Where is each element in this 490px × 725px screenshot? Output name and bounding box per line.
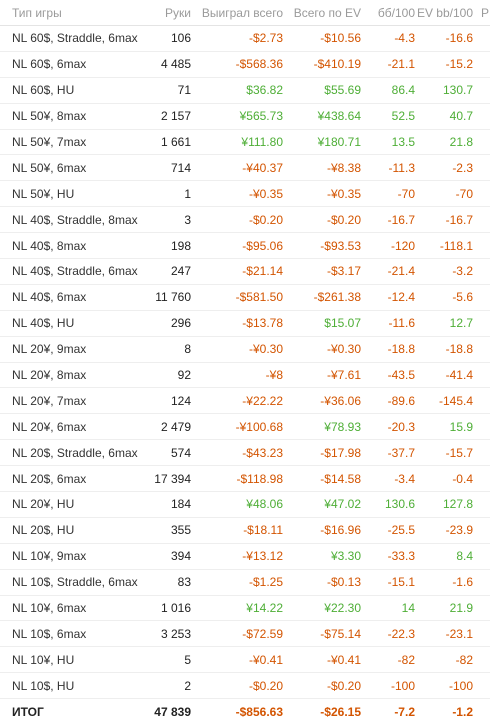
won-total-cell: -$0.20 (191, 207, 283, 233)
truncated-cell (473, 207, 490, 233)
ev-total-cell: -$0.20 (283, 207, 361, 233)
ev-bb100-cell: -23.9 (415, 517, 473, 543)
bb100-cell: -20.3 (361, 414, 415, 440)
table-row[interactable] (0, 26, 490, 52)
col-header-game-type[interactable]: Тип игры (0, 0, 147, 26)
ev-bb100-cell: 8.4 (415, 543, 473, 569)
won-total-cell: $36.82 (191, 77, 283, 103)
game-type-cell: NL 40$, 6max (0, 284, 147, 310)
ev-total-cell: -$3.17 (283, 259, 361, 285)
ev-total-cell: -$410.19 (283, 51, 361, 77)
ev-total-cell: -$17.98 (283, 440, 361, 466)
won-total-cell: -¥0.30 (191, 336, 283, 362)
truncated-cell (473, 466, 490, 492)
bb100-cell: -89.6 (361, 388, 415, 414)
hands-cell: 3 (147, 207, 191, 233)
bb100-cell: -33.3 (361, 543, 415, 569)
won-total-cell: -¥100.68 (191, 414, 283, 440)
game-type-cell: NL 20¥, 7max (0, 388, 147, 414)
table-body (0, 26, 490, 699)
game-type-cell: NL 50¥, HU (0, 181, 147, 207)
truncated-cell (473, 310, 490, 336)
ev-bb100-cell: 21.9 (415, 595, 473, 621)
bb100-cell: -120 (361, 233, 415, 259)
ev-total-cell: ¥180.71 (283, 129, 361, 155)
ev-total-cell: -$75.14 (283, 621, 361, 647)
hands-cell: 394 (147, 543, 191, 569)
hands-cell: 2 479 (147, 414, 191, 440)
ev-bb100-cell: 21.8 (415, 129, 473, 155)
truncated-cell (473, 492, 490, 518)
bb100-cell: -3.4 (361, 466, 415, 492)
ev-total-cell: -¥7.61 (283, 362, 361, 388)
hands-cell: 8 (147, 336, 191, 362)
col-header-hands[interactable]: Руки (147, 0, 191, 26)
total-label: ИТОГ (12, 705, 44, 720)
hands-cell: 106 (147, 26, 191, 52)
game-type-cell: NL 20¥, HU (0, 492, 147, 518)
ev-total-cell: -¥8.38 (283, 155, 361, 181)
total-empty (473, 699, 490, 725)
truncated-cell (473, 414, 490, 440)
ev-bb100-cell: -5.6 (415, 284, 473, 310)
total-ev-bb100: -1.2 (452, 705, 473, 720)
ev-total-cell: ¥78.93 (283, 414, 361, 440)
ev-bb100-cell: -16.6 (415, 26, 473, 52)
col-header-ev-bb100[interactable]: EV bb/100 (415, 0, 473, 26)
table-row[interactable] (0, 181, 490, 207)
bb100-cell: -21.4 (361, 259, 415, 285)
won-total-cell: -$95.06 (191, 233, 283, 259)
ev-total-cell: -$261.38 (283, 284, 361, 310)
ev-bb100-cell: 12.7 (415, 310, 473, 336)
truncated-cell (473, 673, 490, 699)
bb100-cell: -21.1 (361, 51, 415, 77)
ev-bb100-cell: -70 (415, 181, 473, 207)
hands-cell: 71 (147, 77, 191, 103)
hands-cell: 296 (147, 310, 191, 336)
total-row (0, 699, 490, 725)
ev-bb100-cell: -15.7 (415, 440, 473, 466)
hands-cell: 83 (147, 569, 191, 595)
game-type-cell: NL 40$, Straddle, 6max (0, 259, 147, 285)
hands-cell: 1 016 (147, 595, 191, 621)
game-type-cell: NL 50¥, 6max (0, 155, 147, 181)
col-header-truncated[interactable]: P (473, 0, 490, 26)
game-type-cell: NL 20$, HU (0, 517, 147, 543)
table-row[interactable] (0, 207, 490, 233)
truncated-cell (473, 129, 490, 155)
won-total-cell: -¥0.35 (191, 181, 283, 207)
won-total-cell: -¥13.12 (191, 543, 283, 569)
table-row[interactable] (0, 129, 490, 155)
won-total-cell: -$18.11 (191, 517, 283, 543)
table-row[interactable] (0, 155, 490, 181)
won-total-cell: -¥22.22 (191, 388, 283, 414)
ev-total-cell: -$16.96 (283, 517, 361, 543)
truncated-cell (473, 103, 490, 129)
won-total-cell: -$13.78 (191, 310, 283, 336)
total-bb100: -7.2 (394, 705, 415, 720)
game-type-cell: NL 40$, HU (0, 310, 147, 336)
truncated-cell (473, 26, 490, 52)
ev-bb100-cell: -15.2 (415, 51, 473, 77)
game-type-cell: NL 10$, 6max (0, 621, 147, 647)
table-row[interactable] (0, 466, 490, 492)
table-row[interactable] (0, 284, 490, 310)
game-type-cell: NL 60$, HU (0, 77, 147, 103)
hands-cell: 3 253 (147, 621, 191, 647)
bb100-cell: -11.3 (361, 155, 415, 181)
table-row[interactable] (0, 51, 490, 77)
ev-total-cell: -¥36.06 (283, 388, 361, 414)
truncated-cell (473, 181, 490, 207)
ev-bb100-cell: -2.3 (415, 155, 473, 181)
total-ev: -$26.15 (320, 705, 361, 720)
bb100-cell: 52.5 (361, 103, 415, 129)
bb100-cell: 130.6 (361, 492, 415, 518)
table-row[interactable] (0, 621, 490, 647)
bb100-cell: -12.4 (361, 284, 415, 310)
game-type-cell: NL 60$, Straddle, 6max (0, 26, 147, 52)
game-type-cell: NL 10¥, 9max (0, 543, 147, 569)
table-row[interactable] (0, 569, 490, 595)
table-row[interactable] (0, 595, 490, 621)
hands-cell: 1 (147, 181, 191, 207)
won-total-cell: -¥0.41 (191, 647, 283, 673)
won-total-cell: ¥111.80 (191, 129, 283, 155)
hands-cell: 92 (147, 362, 191, 388)
truncated-cell (473, 77, 490, 103)
ev-total-cell: -¥0.30 (283, 336, 361, 362)
table-row[interactable] (0, 440, 490, 466)
truncated-cell (473, 155, 490, 181)
won-total-cell: -$43.23 (191, 440, 283, 466)
bb100-cell: -11.6 (361, 310, 415, 336)
won-total-cell: ¥48.06 (191, 492, 283, 518)
table-row[interactable] (0, 543, 490, 569)
bb100-cell: -16.7 (361, 207, 415, 233)
bb100-cell: -22.3 (361, 621, 415, 647)
bb100-cell: -70 (361, 181, 415, 207)
hands-cell: 2 (147, 673, 191, 699)
table-row[interactable] (0, 517, 490, 543)
hands-cell: 1 661 (147, 129, 191, 155)
ev-total-cell: ¥47.02 (283, 492, 361, 518)
table-row[interactable] (0, 233, 490, 259)
hands-cell: 124 (147, 388, 191, 414)
ev-total-cell: ¥22.30 (283, 595, 361, 621)
header-row (0, 0, 490, 26)
truncated-cell (473, 336, 490, 362)
truncated-cell (473, 517, 490, 543)
game-type-cell: NL 20¥, 9max (0, 336, 147, 362)
won-total-cell: -$2.73 (191, 26, 283, 52)
bb100-cell: -43.5 (361, 362, 415, 388)
ev-total-cell: -$10.56 (283, 26, 361, 52)
ev-bb100-cell: 15.9 (415, 414, 473, 440)
ev-bb100-cell: -0.4 (415, 466, 473, 492)
truncated-cell (473, 595, 490, 621)
ev-bb100-cell: 40.7 (415, 103, 473, 129)
truncated-cell (473, 569, 490, 595)
hands-cell: 714 (147, 155, 191, 181)
hands-cell: 247 (147, 259, 191, 285)
ev-bb100-cell: 130.7 (415, 77, 473, 103)
game-type-cell: NL 20$, 6max (0, 466, 147, 492)
bb100-cell: 86.4 (361, 77, 415, 103)
game-type-cell: NL 20¥, 8max (0, 362, 147, 388)
truncated-cell (473, 233, 490, 259)
ev-bb100-cell: -23.1 (415, 621, 473, 647)
game-type-cell: NL 10$, HU (0, 673, 147, 699)
hands-cell: 184 (147, 492, 191, 518)
col-header-won-total[interactable]: Выиграл всего (191, 0, 283, 26)
game-type-cell: NL 10¥, HU (0, 647, 147, 673)
ev-bb100-cell: -100 (415, 673, 473, 699)
truncated-cell (473, 259, 490, 285)
hands-cell: 355 (147, 517, 191, 543)
hands-cell: 17 394 (147, 466, 191, 492)
game-type-cell: NL 50¥, 7max (0, 129, 147, 155)
table-row[interactable] (0, 336, 490, 362)
bb100-cell: -25.5 (361, 517, 415, 543)
game-type-cell: NL 10$, Straddle, 6max (0, 569, 147, 595)
ev-bb100-cell: -16.7 (415, 207, 473, 233)
hands-cell: 5 (147, 647, 191, 673)
ev-bb100-cell: -118.1 (415, 233, 473, 259)
ev-bb100-cell: -3.2 (415, 259, 473, 285)
game-type-cell: NL 40$, 8max (0, 233, 147, 259)
ev-bb100-cell: -82 (415, 647, 473, 673)
table-row[interactable] (0, 492, 490, 518)
game-type-cell: NL 20$, Straddle, 6max (0, 440, 147, 466)
ev-total-cell: -¥0.35 (283, 181, 361, 207)
table-row[interactable] (0, 103, 490, 129)
col-header-bb100[interactable]: бб/100 (361, 0, 415, 26)
bb100-cell: 14 (361, 595, 415, 621)
won-total-cell: -¥40.37 (191, 155, 283, 181)
won-total-cell: -$1.25 (191, 569, 283, 595)
ev-total-cell: ¥3.30 (283, 543, 361, 569)
hands-cell: 4 485 (147, 51, 191, 77)
table-row[interactable] (0, 362, 490, 388)
game-type-cell: NL 40$, Straddle, 8max (0, 207, 147, 233)
col-header-ev-total[interactable]: Всего по EV (283, 0, 361, 26)
ev-total-cell: -$0.13 (283, 569, 361, 595)
table-row[interactable] (0, 77, 490, 103)
table-row[interactable] (0, 388, 490, 414)
table-row[interactable] (0, 259, 490, 285)
won-total-cell: -$118.98 (191, 466, 283, 492)
won-total-cell: -$21.14 (191, 259, 283, 285)
game-type-cell: NL 10¥, 6max (0, 595, 147, 621)
total-won: -$856.63 (235, 705, 283, 720)
bb100-cell: -82 (361, 647, 415, 673)
hands-cell: 11 760 (147, 284, 191, 310)
game-type-cell: NL 60$, 6max (0, 51, 147, 77)
won-total-cell: ¥565.73 (191, 103, 283, 129)
table-row[interactable] (0, 414, 490, 440)
truncated-cell (473, 621, 490, 647)
truncated-cell (473, 440, 490, 466)
ev-bb100-cell: -18.8 (415, 336, 473, 362)
truncated-cell (473, 284, 490, 310)
won-total-cell: ¥14.22 (191, 595, 283, 621)
truncated-cell (473, 362, 490, 388)
game-type-cell: NL 50¥, 8max (0, 103, 147, 129)
total-hands: 47 839 (154, 705, 191, 720)
ev-total-cell: -$14.58 (283, 466, 361, 492)
won-total-cell: -$568.36 (191, 51, 283, 77)
ev-bb100-cell: 127.8 (415, 492, 473, 518)
won-total-cell: -$581.50 (191, 284, 283, 310)
ev-total-cell: $55.69 (283, 77, 361, 103)
hands-cell: 574 (147, 440, 191, 466)
hands-cell: 2 157 (147, 103, 191, 129)
ev-bb100-cell: -1.6 (415, 569, 473, 595)
ev-total-cell: $15.07 (283, 310, 361, 336)
ev-total-cell: -¥0.41 (283, 647, 361, 673)
truncated-cell (473, 543, 490, 569)
truncated-cell (473, 388, 490, 414)
table-row[interactable] (0, 310, 490, 336)
won-total-cell: -¥8 (191, 362, 283, 388)
won-total-cell: -$0.20 (191, 673, 283, 699)
bb100-cell: 13.5 (361, 129, 415, 155)
bb100-cell: -15.1 (361, 569, 415, 595)
ev-total-cell: -$93.53 (283, 233, 361, 259)
ev-bb100-cell: -41.4 (415, 362, 473, 388)
bb100-cell: -4.3 (361, 26, 415, 52)
bb100-cell: -37.7 (361, 440, 415, 466)
ev-bb100-cell: -145.4 (415, 388, 473, 414)
table-row[interactable] (0, 673, 490, 699)
bb100-cell: -18.8 (361, 336, 415, 362)
truncated-cell (473, 647, 490, 673)
ev-total-cell: -$0.20 (283, 673, 361, 699)
game-type-cell: NL 20¥, 6max (0, 414, 147, 440)
table-row[interactable] (0, 647, 490, 673)
won-total-cell: -$72.59 (191, 621, 283, 647)
ev-total-cell: ¥438.64 (283, 103, 361, 129)
truncated-cell (473, 51, 490, 77)
bb100-cell: -100 (361, 673, 415, 699)
hands-cell: 198 (147, 233, 191, 259)
